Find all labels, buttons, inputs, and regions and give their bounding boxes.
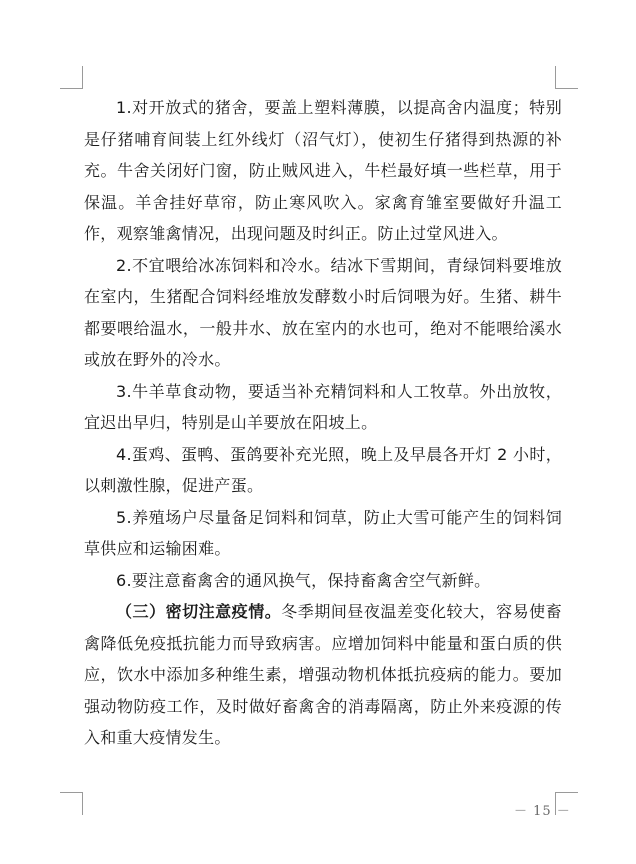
- paragraph-1: 1.对开放式的猪舍，要盖上塑料薄膜，以提高舍内温度；特别是仔猪哺育间装上红外线灯（沼气灯），使初生仔猪得到热源的补充。牛舍关闭好门窗，防止贼风进入，牛栏最好填一些栏草，用于保温。羊舍挂好草帘，防止寒风吹入。家禽育雏室要做好升温工作，观察雏禽情况，出现问题及时纠正。防止过堂风进入。: [84, 98, 562, 243]
- document-body: [84, 92, 562, 754]
- paragraph-6: 6.要注意畜禽舍的通风换气，保持畜禽舍空气新鲜。: [116, 570, 491, 590]
- section-3-heading: （三）密切注意疫情。: [116, 602, 282, 621]
- paragraph-3: 3.牛羊草食动物，要适当补充精饲料和人工牧草。外出放牧，宜迟出早归，特别是山羊要放在阳坡上。: [84, 381, 562, 432]
- section-3-body: 冬季期间昼夜温差变化较大，容易使畜禽降低免疫抵抗能力而导致病害。应增加饲料中能量和蛋白质的供应，饮水中添加多种维生素，增强动物机体抵抗疫病的能力。要加强动物防疫工作，及时做好畜禽舍的消毒隔离，防止外来疫源的传入和重大疫情发生。: [84, 602, 562, 747]
- paragraph-5: 5.养殖场户尽量备足饲料和饲草，防止大雪可能产生的饲料饲草供应和运输困难。: [84, 507, 562, 558]
- paragraph-2: 2.不宜喂给冰冻饲料和冷水。结冰下雪期间，青绿饲料要堆放在室内，生猪配合饲料经堆放发酵数小时后饲喂为好。生猪、耕牛都要喂给温水，一般井水、放在室内的水也可，绝对不能喂给溪水或放在野外的冷水。: [84, 255, 562, 369]
- paragraph-4: 4.蛋鸡、蛋鸭、蛋鸽要补充光照，晚上及早晨各开灯 2 小时，以刺激性腺，促进产蛋。: [84, 444, 562, 495]
- section-3-paragraph: [84, 596, 562, 754]
- crop-mark-top-right: [555, 66, 578, 89]
- crop-mark-top-left: [60, 66, 83, 89]
- crop-mark-bottom-left: [60, 792, 83, 815]
- page-number: － 15 －: [514, 804, 571, 819]
